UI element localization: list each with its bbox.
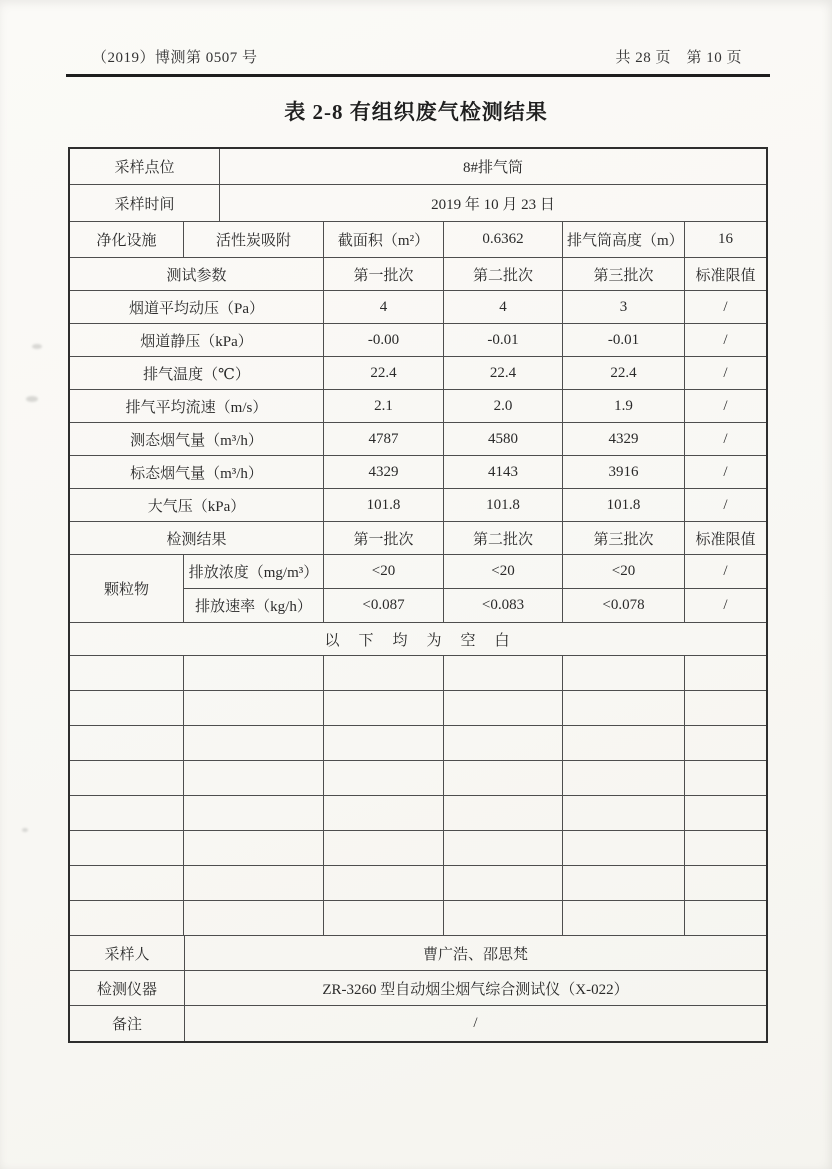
- param-batch2-value: 2.0: [444, 390, 563, 422]
- empty-cell: [685, 726, 766, 760]
- param-label: 排气平均流速（m/s）: [70, 390, 324, 422]
- cross-section-label: 截面积（m²）: [324, 222, 444, 257]
- param-batch2-value: 4143: [444, 456, 563, 488]
- page-counter: 共 28 页 第 10 页: [615, 50, 742, 66]
- page-header: [92, 46, 742, 67]
- page-title: 表 2-8 有组织废气检测结果: [284, 100, 548, 124]
- sampling-point-label: 采样点位: [70, 149, 220, 184]
- empty-row: [70, 656, 766, 691]
- empty-cell: [444, 726, 563, 760]
- param-batch1-value: 4: [324, 291, 444, 323]
- empty-cell: [563, 726, 685, 760]
- param-row-dynamic-pressure: [70, 291, 766, 324]
- empty-cell: [70, 831, 184, 865]
- results-table: [68, 147, 768, 1043]
- sampling-point-row: [70, 149, 766, 185]
- empty-row: [70, 691, 766, 726]
- empty-cell: [184, 796, 324, 830]
- empty-cell: [184, 831, 324, 865]
- empty-cell: [563, 901, 685, 935]
- results-header-label: 检测结果: [70, 522, 324, 554]
- empty-cell: [563, 691, 685, 725]
- instrument-value: ZR-3260 型自动烟尘烟气综合测试仪（X-022）: [322, 981, 629, 998]
- particulate-matter-rows: [70, 555, 766, 623]
- empty-cell: [563, 796, 685, 830]
- param-limit-value: /: [723, 463, 728, 480]
- param-batch3-value: -0.01: [563, 324, 685, 356]
- sampling-time-row: [70, 185, 766, 222]
- param-limit-value: /: [723, 298, 728, 315]
- param-row-atmospheric-pressure: [70, 489, 766, 522]
- empty-cell: [324, 901, 444, 935]
- param-row-exhaust-temperature: [70, 357, 766, 390]
- empty-cell: [324, 656, 444, 690]
- param-label: 标态烟气量（m³/h）: [70, 456, 324, 488]
- purification-label: 净化设施: [70, 222, 184, 257]
- result-batch3-value: <20: [563, 555, 685, 588]
- empty-cell: [444, 796, 563, 830]
- remark-row: [70, 1006, 766, 1041]
- param-row-standard-flue-gas: [70, 456, 766, 489]
- empty-cell: [444, 901, 563, 935]
- result-batch3-value: <0.078: [563, 589, 685, 622]
- sampler-label: 采样人: [70, 936, 185, 970]
- empty-cell: [184, 726, 324, 760]
- param-label: 大气压（kPa）: [70, 489, 324, 521]
- param-batch3-value: 101.8: [563, 489, 685, 521]
- result-batch2-value: <20: [444, 555, 563, 588]
- doc-number: （2019）博测第 0507 号: [92, 50, 258, 66]
- param-limit-value: /: [723, 364, 728, 381]
- empty-row: [70, 901, 766, 936]
- scan-speck: [26, 396, 38, 402]
- scan-speck: [22, 828, 28, 832]
- blank-note-row: [70, 623, 766, 656]
- param-limit-value: /: [723, 331, 728, 348]
- empty-cell: [685, 901, 766, 935]
- sampling-time-label: 采样时间: [70, 185, 220, 221]
- empty-cell: [70, 761, 184, 795]
- empty-row: [70, 866, 766, 901]
- empty-cell: [444, 866, 563, 900]
- empty-rows: [70, 656, 766, 936]
- param-limit-value: /: [723, 496, 728, 513]
- parameters-header-label: 测试参数: [70, 258, 324, 290]
- empty-row: [70, 726, 766, 761]
- sampler-row: [70, 936, 766, 971]
- param-limit-value: /: [723, 430, 728, 447]
- param-batch2-value: 4580: [444, 423, 563, 455]
- param-batch3-value: 3916: [563, 456, 685, 488]
- empty-cell: [324, 691, 444, 725]
- empty-cell: [685, 691, 766, 725]
- result-label: 排放浓度（mg/m³）: [184, 555, 324, 588]
- remark-label: 备注: [70, 1006, 185, 1041]
- empty-row: [70, 831, 766, 866]
- empty-cell: [563, 761, 685, 795]
- result-batch1-value: <20: [324, 555, 444, 588]
- limit-header: 标准限值: [695, 531, 756, 548]
- pollutant-name: 颗粒物: [70, 555, 184, 622]
- param-batch1-value: 2.1: [324, 390, 444, 422]
- limit-header: 标准限值: [695, 267, 756, 284]
- empty-cell: [70, 866, 184, 900]
- remark-value: /: [473, 1015, 478, 1031]
- param-row-static-pressure: [70, 324, 766, 357]
- batch3-header: 第三批次: [563, 522, 685, 554]
- empty-cell: [184, 691, 324, 725]
- stack-height-value: 16: [718, 231, 733, 247]
- result-batch2-value: <0.083: [444, 589, 563, 622]
- empty-cell: [685, 866, 766, 900]
- param-batch1-value: 4329: [324, 456, 444, 488]
- param-batch2-value: -0.01: [444, 324, 563, 356]
- batch2-header: 第二批次: [444, 522, 563, 554]
- param-batch1-value: 22.4: [324, 357, 444, 389]
- empty-cell: [444, 656, 563, 690]
- result-label: 排放速率（kg/h）: [184, 589, 324, 622]
- results-header-row: [70, 522, 766, 555]
- empty-cell: [685, 761, 766, 795]
- param-row-average-velocity: [70, 390, 766, 423]
- empty-cell: [324, 866, 444, 900]
- empty-cell: [444, 831, 563, 865]
- batch2-header: 第二批次: [444, 258, 563, 290]
- empty-cell: [324, 796, 444, 830]
- empty-cell: [184, 761, 324, 795]
- empty-cell: [70, 691, 184, 725]
- stack-height-label: 排气筒高度（m）: [563, 222, 685, 257]
- sampling-time-value: 2019 年 10 月 23 日: [431, 196, 555, 213]
- empty-cell: [685, 796, 766, 830]
- empty-cell: [70, 796, 184, 830]
- param-label: 测态烟气量（m³/h）: [70, 423, 324, 455]
- emission-concentration-row: [184, 555, 766, 589]
- result-batch1-value: <0.087: [324, 589, 444, 622]
- instrument-label: 检测仪器: [70, 971, 185, 1005]
- param-batch2-value: 4: [444, 291, 563, 323]
- batch3-header: 第三批次: [563, 258, 685, 290]
- blank-note: 以 下 均 为 空 白: [324, 632, 512, 649]
- empty-cell: [184, 901, 324, 935]
- empty-cell: [444, 761, 563, 795]
- param-label: 排气温度（℃）: [70, 357, 324, 389]
- empty-cell: [685, 656, 766, 690]
- parameters-header-row: [70, 258, 766, 291]
- param-batch1-value: 101.8: [324, 489, 444, 521]
- empty-cell: [563, 831, 685, 865]
- empty-cell: [324, 831, 444, 865]
- instrument-row: [70, 971, 766, 1006]
- purification-value: 活性炭吸附: [184, 222, 324, 257]
- batch1-header: 第一批次: [324, 522, 444, 554]
- result-limit-value: /: [723, 563, 728, 579]
- sampling-point-value: 8#排气筒: [462, 160, 523, 176]
- empty-cell: [444, 691, 563, 725]
- param-batch2-value: 101.8: [444, 489, 563, 521]
- header-rule: [66, 74, 770, 77]
- param-batch3-value: 3: [563, 291, 685, 323]
- empty-cell: [563, 656, 685, 690]
- empty-cell: [685, 831, 766, 865]
- param-row-measured-flue-gas: [70, 423, 766, 456]
- param-batch3-value: 1.9: [563, 390, 685, 422]
- purification-row: [70, 222, 766, 258]
- batch1-header: 第一批次: [324, 258, 444, 290]
- empty-row: [70, 761, 766, 796]
- param-batch1-value: 4787: [324, 423, 444, 455]
- empty-cell: [70, 726, 184, 760]
- result-limit-value: /: [723, 597, 728, 613]
- empty-row: [70, 796, 766, 831]
- param-batch2-value: 22.4: [444, 357, 563, 389]
- param-label: 烟道静压（kPa）: [70, 324, 324, 356]
- empty-cell: [70, 901, 184, 935]
- cross-section-value: 0.6362: [444, 222, 563, 257]
- empty-cell: [324, 761, 444, 795]
- param-batch3-value: 4329: [563, 423, 685, 455]
- empty-cell: [184, 656, 324, 690]
- param-batch3-value: 22.4: [563, 357, 685, 389]
- param-batch1-value: -0.00: [324, 324, 444, 356]
- scan-speck: [32, 344, 42, 349]
- param-label: 烟道平均动压（Pa）: [70, 291, 324, 323]
- param-limit-value: /: [723, 397, 728, 414]
- sampler-value: 曹广浩、邵思梵: [422, 946, 528, 963]
- emission-rate-row: [184, 589, 766, 622]
- empty-cell: [70, 656, 184, 690]
- empty-cell: [184, 866, 324, 900]
- empty-cell: [563, 866, 685, 900]
- empty-cell: [324, 726, 444, 760]
